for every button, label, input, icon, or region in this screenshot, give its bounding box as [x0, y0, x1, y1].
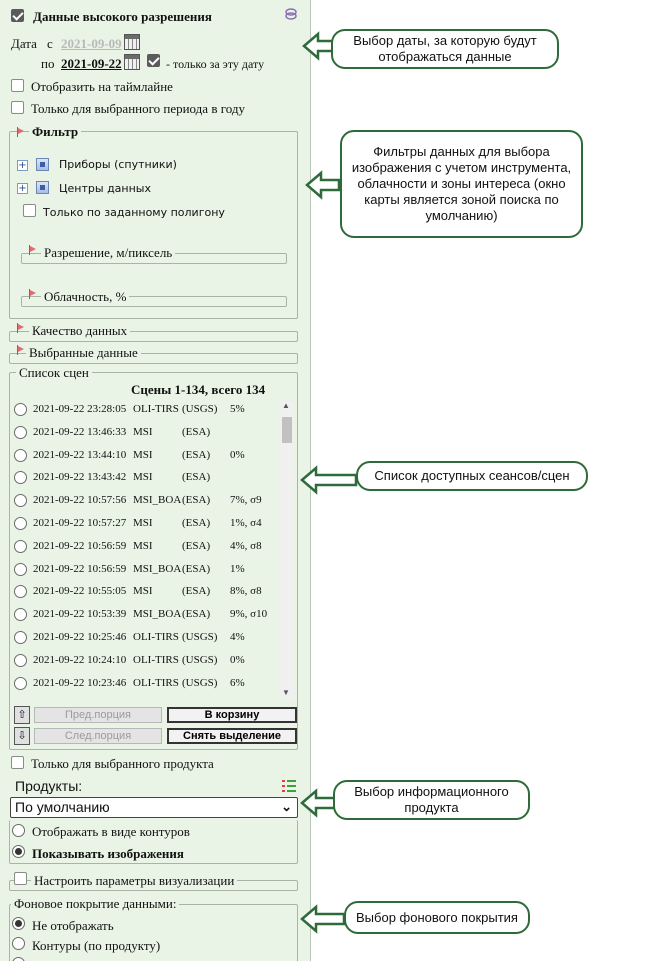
scene-extra: 9%, σ10 [230, 608, 268, 621]
only-product-label: Только для выбранного продукта [31, 756, 214, 771]
scene-center: (ESA) [182, 494, 211, 507]
chevron-down-icon: ⌄ [281, 799, 292, 814]
scene-extra: 1% [230, 562, 245, 575]
scene-center: (ESA) [182, 585, 211, 598]
scene-row[interactable] [14, 605, 274, 627]
scene-date: 2021-09-22 10:56:59 [33, 539, 127, 552]
scene-center: (USGS) [182, 676, 218, 689]
selected-label[interactable]: Выбранные данные [26, 345, 141, 361]
scene-scrollbar[interactable] [280, 401, 294, 699]
basket-button[interactable]: В корзину [167, 707, 297, 723]
scene-row[interactable] [14, 491, 274, 513]
scene-extra: 8%, σ8 [230, 585, 262, 598]
scene-row[interactable] [14, 400, 274, 422]
scene-sensor: MSI_BOA [133, 608, 182, 621]
scene-extra: 5% [230, 403, 245, 415]
instruments-label[interactable]: Приборы (спутники) [59, 158, 177, 171]
scene-center: (ESA) [182, 608, 211, 621]
scene-sensor: MSI [133, 585, 153, 598]
scene-date: 2021-09-22 10:23:46 [33, 676, 127, 689]
scene-sensor: MSI [133, 448, 153, 461]
scene-center: (ESA) [182, 448, 211, 461]
scene-center: (ESA) [182, 539, 211, 552]
scene-row[interactable] [14, 537, 274, 559]
scene-date: 2021-09-22 10:25:46 [33, 631, 127, 643]
bg-contours-label: Контуры (по продукту) [32, 938, 161, 953]
resolution-label[interactable]: Разрешение, м/пиксель [41, 245, 175, 261]
scene-extra: 4%, σ8 [230, 539, 262, 552]
background-arrow-icon [300, 904, 348, 934]
scene-date: 2021-09-22 10:57:56 [33, 494, 127, 507]
scene-center: (USGS) [182, 653, 218, 666]
viz-label[interactable]: Настроить параметры визуализации [31, 873, 237, 889]
scene-sensor: MSI [133, 539, 153, 552]
filter-title[interactable]: Фильтр [29, 124, 81, 140]
scene-date: 2021-09-22 10:55:05 [33, 585, 127, 598]
scene-date: 2021-09-22 13:43:42 [33, 471, 127, 484]
background-title: Фоновое покрытие данными: [11, 896, 179, 912]
scene-date: 2021-09-22 10:53:39 [33, 608, 127, 621]
scene-date: 2021-09-22 10:57:27 [33, 517, 127, 529]
move-up-icon[interactable]: ⇧ [14, 706, 30, 724]
deselect-button[interactable]: Снять выделение [167, 728, 297, 744]
bg-none-label: Не отображать [32, 918, 114, 933]
date-from-label: с [47, 36, 53, 51]
product-select[interactable] [10, 797, 298, 818]
scene-row[interactable] [14, 628, 274, 650]
scene-row[interactable] [14, 468, 274, 490]
scene-radio[interactable] [14, 449, 27, 462]
instruments-expand-icon[interactable]: + [18, 160, 27, 171]
product-select-value: По умолчанию [15, 799, 110, 815]
datacenters-expand-icon[interactable]: + [18, 183, 27, 194]
hires-panel [0, 0, 311, 961]
scene-extra: 1%, σ4 [230, 517, 262, 529]
scene-sensor: MSI [133, 471, 153, 484]
images-label: Показывать изображения [32, 846, 184, 861]
scenes-title: Список сцен [16, 365, 92, 381]
date-to-label: по [41, 56, 55, 71]
scene-row[interactable] [14, 582, 274, 604]
scene-sensor: OLI-TIRS [133, 403, 179, 415]
scene-row[interactable] [14, 446, 274, 468]
scene-radio[interactable] [14, 426, 27, 439]
products-label: Продукты: [15, 778, 83, 794]
polygon-label: Только по заданному полигону [43, 206, 225, 219]
scroll-thumb[interactable] [282, 417, 292, 443]
date-label: Дата [11, 36, 37, 51]
scene-radio[interactable] [14, 585, 27, 598]
filters-arrow-icon [305, 170, 343, 200]
scene-center: (USGS) [182, 403, 218, 415]
scene-extra: 6% [230, 676, 245, 689]
scene-radio[interactable] [14, 403, 27, 416]
callout-date: Выбор даты, за которую будут отображаться данные [331, 29, 559, 69]
scene-sensor: MSI [133, 517, 153, 529]
scenes-arrow-icon [300, 465, 360, 495]
only-date-label: - только за эту дату [166, 57, 265, 71]
scene-sensor: MSI_BOA [133, 562, 182, 575]
scene-extra: 0% [230, 653, 245, 666]
scene-radio[interactable] [14, 540, 27, 553]
scene-list[interactable] [0, 0, 282, 706]
quality-label[interactable]: Качество данных [29, 323, 130, 339]
scene-center: (ESA) [182, 517, 211, 529]
cloud-label[interactable]: Облачность, % [41, 289, 129, 305]
scene-sensor: OLI-TIRS [133, 631, 179, 643]
contours-radio[interactable] [12, 824, 25, 837]
scene-extra: 7%, σ9 [230, 494, 262, 507]
scene-radio[interactable] [14, 608, 27, 621]
scenes-header: Сцены 1-134, всего 134 [131, 382, 266, 397]
period-label: Только для выбранного периода в году [31, 101, 245, 116]
bg-contours-radio[interactable] [12, 937, 25, 950]
viz-checkbox[interactable] [14, 872, 27, 885]
scene-radio[interactable] [14, 517, 27, 530]
prev-portion-button[interactable]: Пред.порция [34, 707, 162, 723]
contours-label: Отображать в виде контуров [32, 824, 190, 839]
callout-product: Выбор информационного продукта [333, 780, 530, 820]
scene-row[interactable] [14, 514, 274, 536]
scene-center: (ESA) [182, 425, 211, 438]
scene-radio[interactable] [14, 654, 27, 667]
scene-sensor: MSI [133, 425, 153, 438]
scene-date: 2021-09-22 13:44:10 [33, 448, 127, 461]
bg-none-radio[interactable] [12, 917, 25, 930]
scene-radio[interactable] [14, 631, 27, 644]
scene-row[interactable] [14, 651, 274, 673]
scene-date: 2021-09-22 10:24:10 [33, 653, 127, 666]
scene-sensor: MSI_BOA [133, 494, 182, 507]
date-to-input[interactable]: 2021-09-22 [61, 56, 122, 71]
timeline-label: Отобразить на таймлайне [31, 79, 173, 94]
scene-radio[interactable] [14, 494, 27, 507]
scene-row[interactable] [14, 674, 274, 696]
scene-extra: 0% [230, 448, 245, 461]
scene-center: (ESA) [182, 562, 211, 575]
scene-center: (ESA) [182, 471, 211, 484]
only-product-checkbox[interactable] [11, 756, 24, 769]
scene-radio[interactable] [14, 563, 27, 576]
scene-radio[interactable] [14, 677, 27, 690]
scene-date: 2021-09-22 23:28:05 [33, 403, 127, 415]
product-list-icon[interactable] [282, 779, 296, 793]
scene-date: 2021-09-22 13:46:33 [33, 425, 127, 438]
scroll-down-icon[interactable]: ▼ [282, 688, 290, 697]
move-down-icon[interactable]: ⇩ [14, 727, 30, 745]
scene-sensor: OLI-TIRS [133, 653, 179, 666]
scroll-up-icon[interactable]: ▲ [282, 401, 290, 410]
layers-icon[interactable] [283, 6, 299, 22]
panel-title: Данные высокого разрешения [33, 9, 212, 24]
scene-sensor: OLI-TIRS [133, 676, 179, 689]
scene-extra: 4% [230, 631, 245, 643]
images-radio[interactable] [12, 845, 25, 858]
datacenters-label[interactable]: Центры данных [59, 182, 151, 195]
scene-center: (USGS) [182, 631, 218, 643]
scene-radio[interactable] [14, 471, 27, 484]
callout-scenes: Список доступных сеансов/сцен [356, 461, 588, 491]
callout-filters: Фильтры данных для выбора изображения с учетом инструмента, облачности и зоны интереса (окно карты является зоной поиска по умолчанию) [340, 130, 583, 238]
scene-date: 2021-09-22 10:56:59 [33, 562, 127, 575]
scene-row[interactable] [14, 560, 274, 582]
next-portion-button[interactable]: След.порция [34, 728, 162, 744]
date-from-input[interactable]: 2021-09-09 [61, 36, 122, 51]
scene-row[interactable] [14, 423, 274, 445]
callout-background: Выбор фонового покрытия [344, 901, 530, 934]
